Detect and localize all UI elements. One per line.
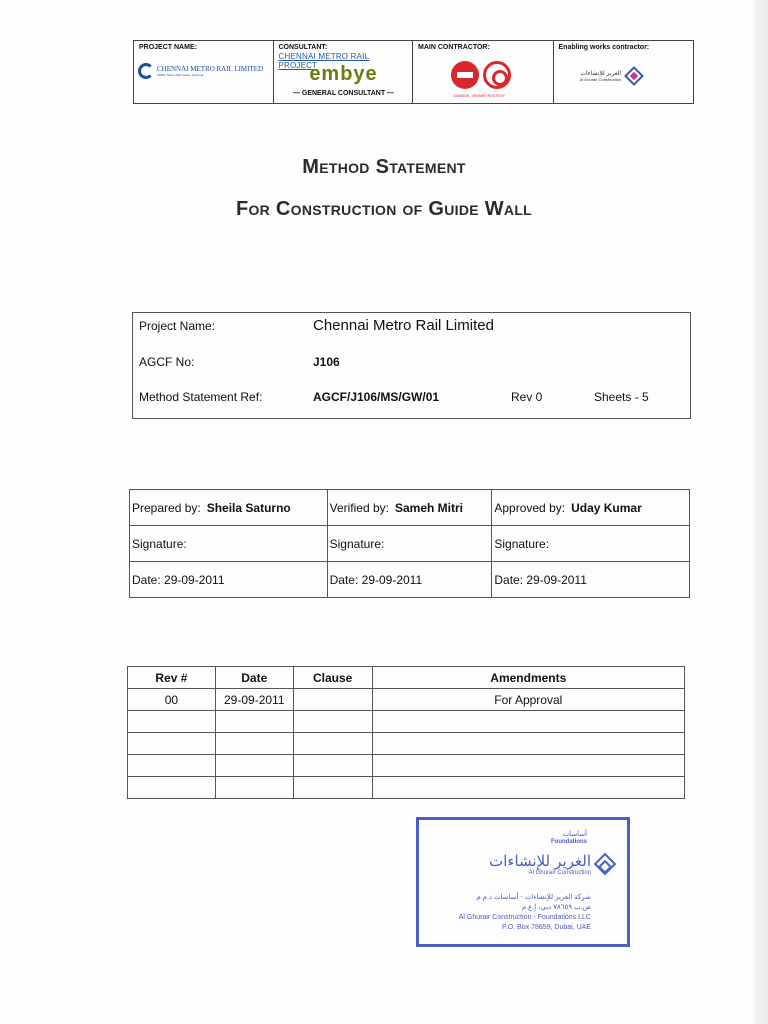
agcf-label: AGCF No: — [139, 355, 195, 369]
date-cell-3: Date: 29-09-2011 — [492, 562, 690, 598]
stamp-en-line-1: Al Ghurair Construction - Foundations LLC — [458, 914, 591, 921]
cmrl-emblem-icon — [138, 63, 154, 79]
signoff-row-date — [130, 562, 690, 598]
date-cell: 29-09-2011 — [215, 689, 293, 711]
empty-cell — [128, 755, 216, 777]
approved-by-name: Uday Kumar — [571, 500, 642, 515]
project-name-field-label: Project Name: — [139, 319, 216, 333]
consultant-project: CHENNAI METRO RAIL PROJECT — [278, 52, 370, 70]
title-line-1: Method Statement — [302, 156, 466, 178]
amendments-header: Amendments — [372, 667, 684, 689]
stamp-en-name: Al Ghurair Construction — [528, 870, 591, 876]
title-line-2: For Construction of Guide Wall — [235, 198, 533, 220]
signature-cell-2: Signature: — [327, 526, 492, 562]
verified-by-cell — [327, 490, 492, 526]
empty-cell — [293, 777, 372, 799]
empty-cell — [293, 755, 372, 777]
al-ghurair-logo-en: Al Ghurair Construction — [579, 77, 622, 82]
cmrl-logo-subtext: CMRL, Metro Rail House, Chennai — [157, 73, 204, 77]
empty-cell — [215, 777, 293, 799]
main-contractor-cell — [413, 41, 554, 103]
stamp-logo — [489, 852, 613, 876]
date-cell-1: Date: 29-09-2011 — [130, 562, 328, 598]
gammon-logo-icon — [451, 61, 479, 89]
company-stamp — [416, 817, 630, 947]
prepared-by-cell — [130, 490, 328, 526]
al-ghurair-logo-ar: الغرير للإنشاءات — [580, 71, 622, 77]
empty-cell — [293, 733, 372, 755]
project-name-value: Chennai Metro Rail Limited — [313, 317, 494, 334]
empty-cell — [215, 711, 293, 733]
empty-cell — [372, 777, 684, 799]
signoff-table — [129, 489, 690, 598]
table-row — [128, 711, 685, 733]
document-header — [133, 40, 694, 104]
stamp-ar-top: أساسات — [562, 831, 587, 838]
empty-cell — [128, 711, 216, 733]
main-contractor-label: MAIN CONTRACTOR: — [418, 44, 490, 51]
consultant-label: CONSULTANT: — [278, 44, 328, 51]
empty-cell — [128, 733, 216, 755]
date-cell-2: Date: 29-09-2011 — [327, 562, 492, 598]
empty-cell — [372, 733, 684, 755]
signoff-row-signature — [130, 526, 690, 562]
clause-cell — [293, 689, 372, 711]
ref-label: Method Statement Ref: — [139, 390, 263, 404]
table-row — [128, 689, 685, 711]
ref-value: AGCF/J106/MS/GW/01 — [313, 390, 440, 404]
embye-logo-text: embye — [309, 62, 378, 85]
cmrl-logo-text: CHENNAI METRO RAIL LIMITED — [157, 65, 264, 73]
stamp-en-line-2: P.O. Box 78659, Dubai, UAE — [502, 924, 591, 931]
prepared-by-name: Sheila Saturno — [206, 500, 291, 515]
empty-cell — [372, 711, 684, 733]
stamp-ar-line-2: ص.ب ٧٨٦٥٩ دبي، إ.ع.م — [521, 904, 591, 911]
revision-table — [127, 666, 685, 799]
stamp-ar-line-1: شركة الغرير للإنشاءات - أساسات ذ.م.م — [476, 894, 591, 901]
table-row — [128, 733, 685, 755]
signoff-row-names — [130, 490, 690, 526]
agcf-value: J106 — [313, 355, 340, 369]
stamp-diamond-icon — [594, 853, 617, 876]
consultant-role: — GENERAL CONSULTANT — — [292, 90, 395, 97]
al-ghurair-logo — [580, 69, 642, 83]
verified-by-label: Verified by: — [329, 500, 389, 515]
empty-cell — [215, 755, 293, 777]
date-header: Date — [215, 667, 293, 689]
verified-by-name: Sameh Mitri — [395, 500, 464, 515]
embye-logo — [282, 64, 406, 84]
stamp-address — [459, 893, 591, 933]
page-edge-shadow — [754, 0, 768, 1024]
empty-cell — [372, 755, 684, 777]
al-ghurair-diamond-icon — [624, 66, 644, 86]
main-contractor-logos — [451, 61, 511, 89]
signature-cell-3: Signature: — [492, 526, 690, 562]
signature-cell-1: Signature: — [130, 526, 328, 562]
consultant-cell — [274, 41, 414, 103]
project-name-label: PROJECT NAME: — [139, 44, 197, 51]
cmrl-logo — [138, 63, 263, 79]
project-name-cell — [134, 41, 274, 103]
table-row — [128, 755, 685, 777]
clause-header: Clause — [293, 667, 372, 689]
sheets-value: Sheets - 5 — [594, 390, 649, 404]
prepared-by-label: Prepared by: — [132, 500, 201, 515]
rev-value: Rev 0 — [511, 390, 543, 404]
revision-header-row — [128, 667, 685, 689]
approved-by-label: Approved by: — [494, 500, 566, 515]
rev-header: Rev # — [128, 667, 216, 689]
enabling-works-cell — [554, 41, 694, 103]
approved-by-cell — [492, 490, 690, 526]
table-row — [128, 777, 685, 799]
enabling-works-label: Enabling works contractor: — [558, 44, 650, 51]
mosmetrostroy-logo-icon — [483, 61, 511, 89]
rev-cell: 00 — [128, 689, 216, 711]
empty-cell — [128, 777, 216, 799]
stamp-en-top: Foundations — [551, 839, 587, 845]
empty-cell — [293, 711, 372, 733]
empty-cell — [215, 733, 293, 755]
main-contractor-logo-subtext: GAMMON - MOSMETROSTROY — [453, 94, 505, 98]
project-info-box — [132, 312, 691, 419]
amendments-cell: For Approval — [372, 689, 684, 711]
stamp-ar-name: الغرير للإنشاءات — [489, 853, 591, 870]
